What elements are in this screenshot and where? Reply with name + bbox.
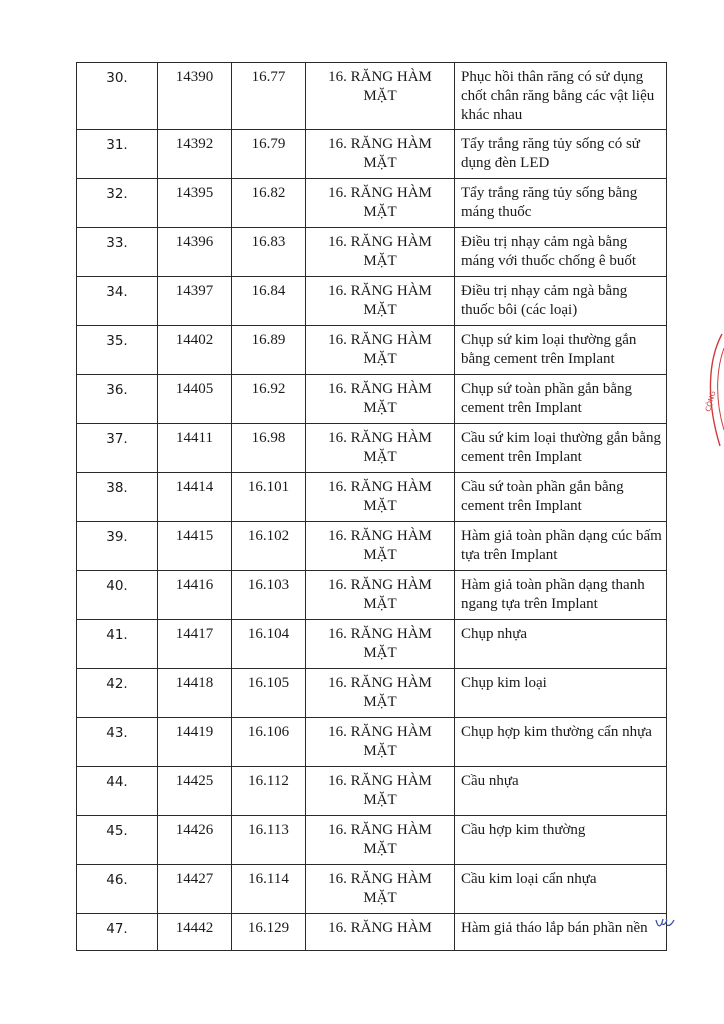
- procedure-index: 16.113: [232, 816, 306, 865]
- specialty: 16. RĂNG HÀM MẶT: [306, 424, 455, 473]
- procedure-index: 16.77: [232, 63, 306, 130]
- table-row: [77, 767, 667, 816]
- table-row: [77, 375, 667, 424]
- table-row: [77, 522, 667, 571]
- svg-text:CỘNG: CỘNG: [704, 390, 718, 413]
- procedure-code: 14397: [158, 277, 232, 326]
- procedure-name: Tẩy trắng răng tủy sống bằng máng thuốc: [455, 179, 667, 228]
- procedure-index: 16.129: [232, 914, 306, 951]
- specialty: 16. RĂNG HÀM MẶT: [306, 816, 455, 865]
- procedure-index: 16.98: [232, 424, 306, 473]
- procedure-name: Tẩy trắng răng tủy sống có sử dụng đèn LED: [455, 130, 667, 179]
- procedure-table: [76, 62, 667, 951]
- table-row: [77, 326, 667, 375]
- specialty: 16. RĂNG HÀM MẶT: [306, 571, 455, 620]
- specialty: 16. RĂNG HÀM MẶT: [306, 130, 455, 179]
- procedure-index: 16.82: [232, 179, 306, 228]
- procedure-code: 14414: [158, 473, 232, 522]
- procedure-code: 14418: [158, 669, 232, 718]
- procedure-index: 16.104: [232, 620, 306, 669]
- procedure-code: 14405: [158, 375, 232, 424]
- specialty: 16. RĂNG HÀM MẶT: [306, 63, 455, 130]
- specialty: 16. RĂNG HÀM MẶT: [306, 179, 455, 228]
- row-number: 39.: [77, 522, 158, 571]
- row-number: 30.: [77, 63, 158, 130]
- procedure-code: 14416: [158, 571, 232, 620]
- procedure-name: Hàm giả tháo lắp bán phần nền: [455, 914, 667, 951]
- specialty: 16. RĂNG HÀM MẶT: [306, 228, 455, 277]
- row-number: 42.: [77, 669, 158, 718]
- procedure-name: Chụp sứ kim loại thường gắn bằng cement trên Implant: [455, 326, 667, 375]
- procedure-name: Chụp hợp kim thường cẩn nhựa: [455, 718, 667, 767]
- row-number: 46.: [77, 865, 158, 914]
- row-number: 38.: [77, 473, 158, 522]
- procedure-name: Cầu nhựa: [455, 767, 667, 816]
- procedure-name: Chụp nhựa: [455, 620, 667, 669]
- row-number: 43.: [77, 718, 158, 767]
- procedure-index: 16.112: [232, 767, 306, 816]
- row-number: 40.: [77, 571, 158, 620]
- procedure-code: 14426: [158, 816, 232, 865]
- table-row: [77, 816, 667, 865]
- procedure-code: 14390: [158, 63, 232, 130]
- table-row: [77, 620, 667, 669]
- procedure-code: 14425: [158, 767, 232, 816]
- table-row: [77, 130, 667, 179]
- procedure-index: 16.92: [232, 375, 306, 424]
- procedure-name: Hàm giả toàn phần dạng cúc bấm tựa trên Implant: [455, 522, 667, 571]
- table-row: [77, 63, 667, 130]
- procedure-name: Phục hồi thân răng có sử dụng chốt chân răng bằng các vật liệu khác nhau: [455, 63, 667, 130]
- specialty: 16. RĂNG HÀM MẶT: [306, 473, 455, 522]
- table-row: [77, 179, 667, 228]
- procedure-name: Cầu sứ kim loại thường gắn bằng cement trên Implant: [455, 424, 667, 473]
- procedure-name: Chụp sứ toàn phần gắn bằng cement trên Implant: [455, 375, 667, 424]
- table-row: [77, 865, 667, 914]
- procedure-name: Hàm giả toàn phần dạng thanh ngang tựa trên Implant: [455, 571, 667, 620]
- specialty: 16. RĂNG HÀM: [306, 914, 455, 951]
- procedure-name: Cầu hợp kim thường: [455, 816, 667, 865]
- procedure-code: 14395: [158, 179, 232, 228]
- procedure-name: Cầu sứ toàn phần gắn bằng cement trên Implant: [455, 473, 667, 522]
- row-number: 37.: [77, 424, 158, 473]
- procedure-index: 16.102: [232, 522, 306, 571]
- row-number: 41.: [77, 620, 158, 669]
- procedure-index: 16.79: [232, 130, 306, 179]
- procedure-code: 14392: [158, 130, 232, 179]
- row-number: 45.: [77, 816, 158, 865]
- row-number: 44.: [77, 767, 158, 816]
- specialty: 16. RĂNG HÀM MẶT: [306, 865, 455, 914]
- table-row: [77, 424, 667, 473]
- table-row: [77, 228, 667, 277]
- table-row: [77, 914, 667, 951]
- specialty: 16. RĂNG HÀM MẶT: [306, 326, 455, 375]
- procedure-code: 14396: [158, 228, 232, 277]
- procedure-index: 16.89: [232, 326, 306, 375]
- specialty: 16. RĂNG HÀM MẶT: [306, 277, 455, 326]
- procedure-name: Điều trị nhạy cảm ngà bằng thuốc bôi (các loại): [455, 277, 667, 326]
- procedure-index: 16.106: [232, 718, 306, 767]
- row-number: 35.: [77, 326, 158, 375]
- procedure-code: 14419: [158, 718, 232, 767]
- procedure-code: 14442: [158, 914, 232, 951]
- procedure-code: 14415: [158, 522, 232, 571]
- procedure-code: 14427: [158, 865, 232, 914]
- procedure-index: 16.114: [232, 865, 306, 914]
- handwritten-initial-mark: [654, 916, 676, 930]
- specialty: 16. RĂNG HÀM MẶT: [306, 718, 455, 767]
- specialty: 16. RĂNG HÀM MẶT: [306, 375, 455, 424]
- row-number: 31.: [77, 130, 158, 179]
- procedure-index: 16.84: [232, 277, 306, 326]
- specialty: 16. RĂNG HÀM MẶT: [306, 522, 455, 571]
- procedure-index: 16.83: [232, 228, 306, 277]
- procedure-index: 16.105: [232, 669, 306, 718]
- table-row: [77, 277, 667, 326]
- procedure-name: Chụp kim loại: [455, 669, 667, 718]
- specialty: 16. RĂNG HÀM MẶT: [306, 669, 455, 718]
- row-number: 34.: [77, 277, 158, 326]
- red-stamp-edge: [694, 330, 724, 450]
- table-row: [77, 718, 667, 767]
- procedure-name: Điều trị nhạy cảm ngà bằng máng với thuốc chống ê buốt: [455, 228, 667, 277]
- table-row: [77, 473, 667, 522]
- table-body: [77, 63, 667, 951]
- row-number: 32.: [77, 179, 158, 228]
- procedure-index: 16.103: [232, 571, 306, 620]
- row-number: 36.: [77, 375, 158, 424]
- table-row: [77, 571, 667, 620]
- procedure-code: 14402: [158, 326, 232, 375]
- table-row: [77, 669, 667, 718]
- procedure-index: 16.101: [232, 473, 306, 522]
- procedure-code: 14417: [158, 620, 232, 669]
- row-number: 33.: [77, 228, 158, 277]
- row-number: 47.: [77, 914, 158, 951]
- procedure-name: Cầu kim loại cẩn nhựa: [455, 865, 667, 914]
- specialty: 16. RĂNG HÀM MẶT: [306, 620, 455, 669]
- specialty: 16. RĂNG HÀM MẶT: [306, 767, 455, 816]
- procedure-code: 14411: [158, 424, 232, 473]
